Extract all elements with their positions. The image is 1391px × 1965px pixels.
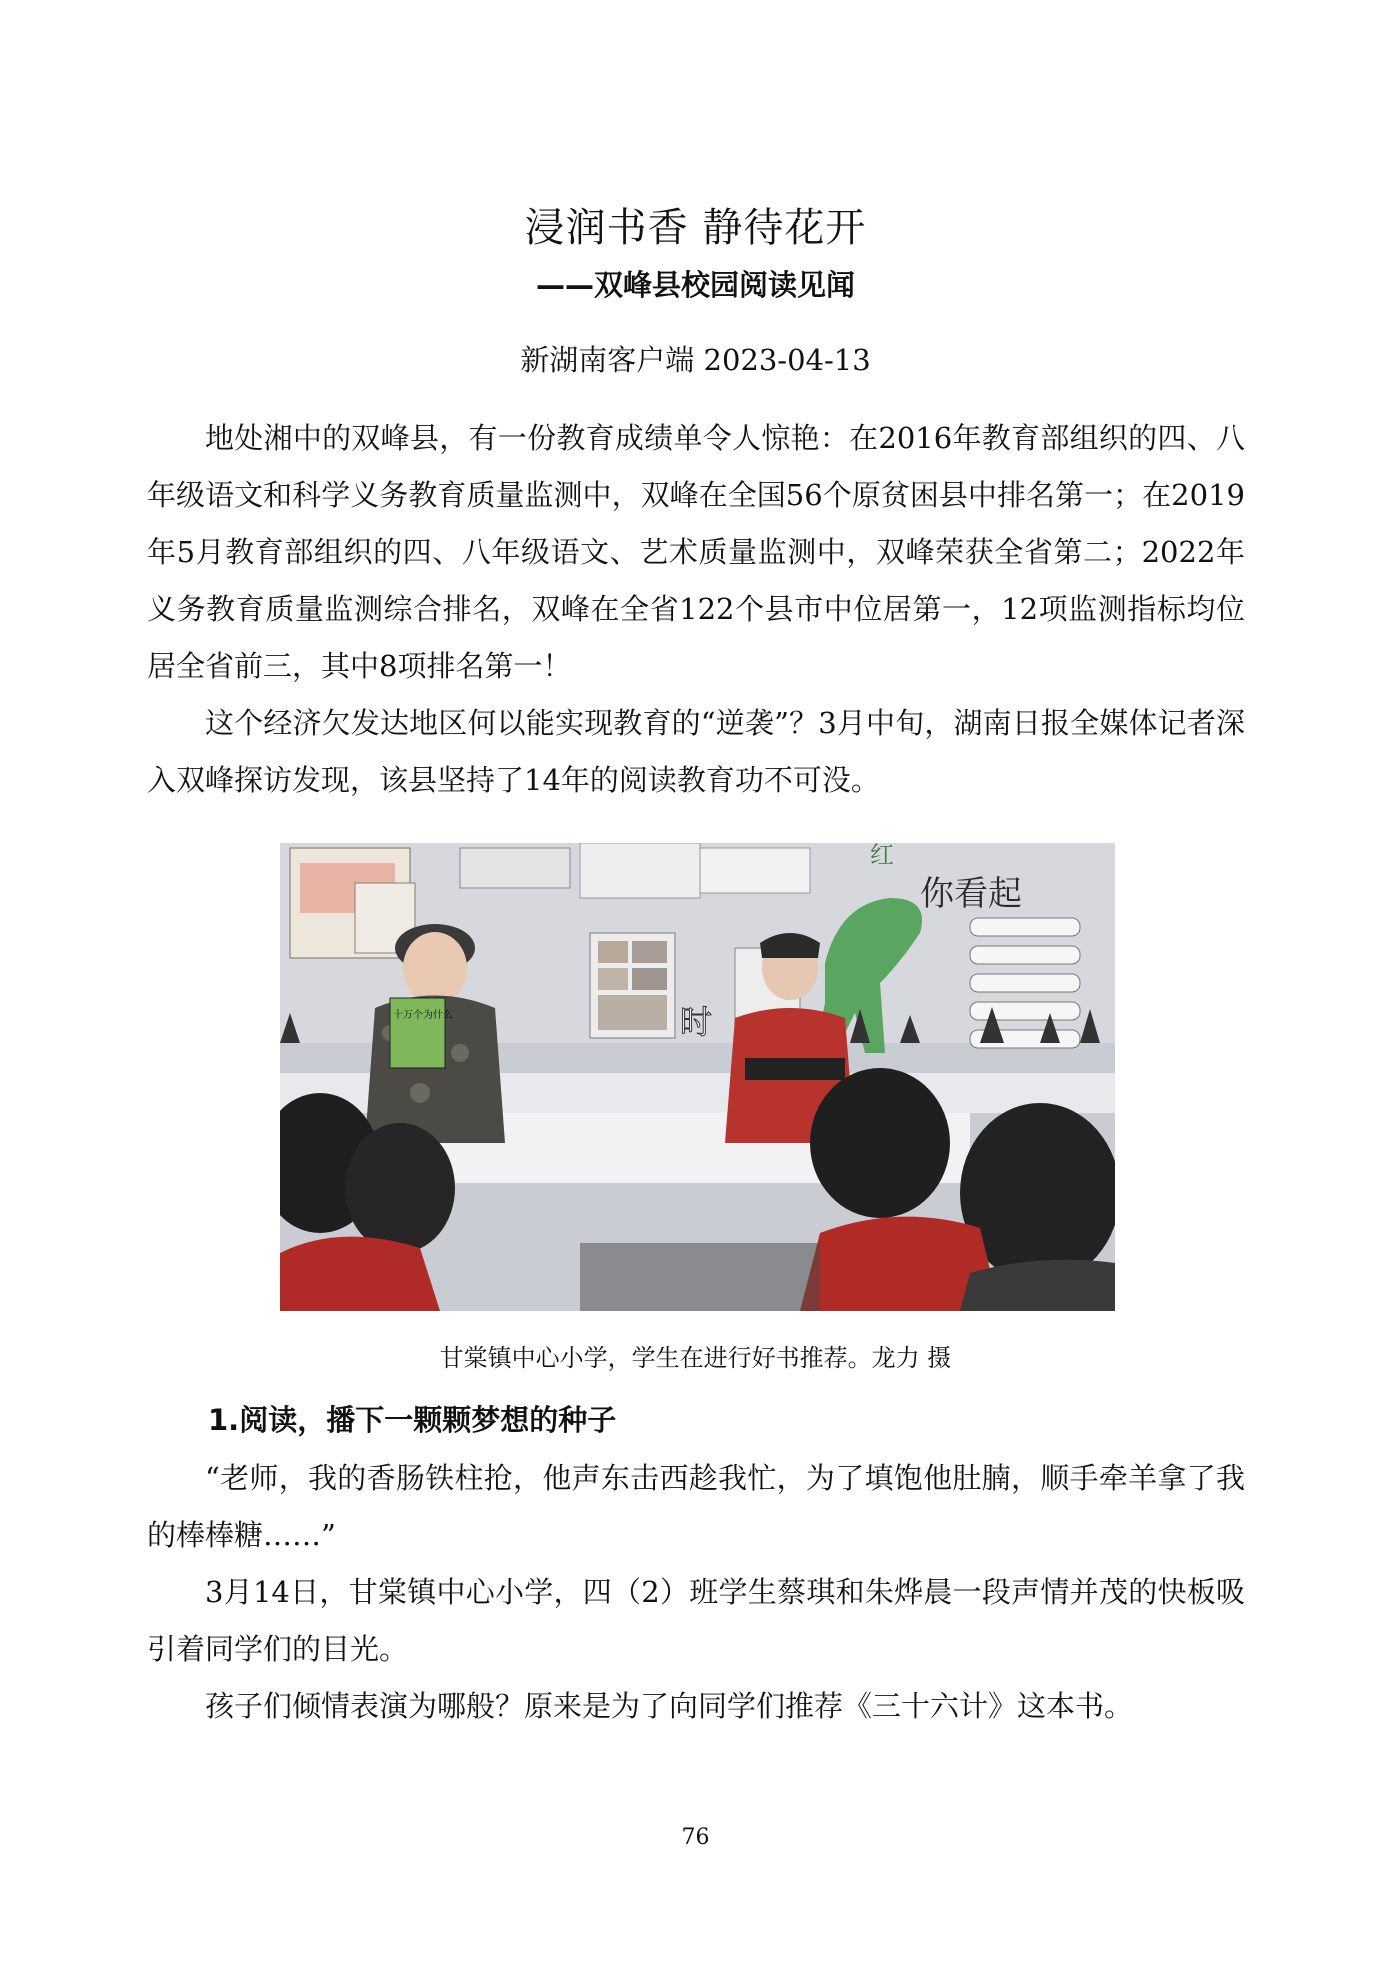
article-body-top (147, 410, 1245, 809)
board-text: 红 (870, 843, 894, 869)
paragraph: “老师，我的香肠铁柱抢，他声东击西趁我忙，为了填饱他肚腩，顺手牵羊拿了我的棒棒糖……” (147, 1461, 1245, 1552)
paragraph: 孩子们倾情表演为哪般？原来是为了向同学们推荐《三十六计》这本书。 (205, 1689, 1134, 1723)
paragraph: 地处湘中的双峰县，有一份教育成绩单令人惊艳：在2016年教育部组织的四、八年级语文和科学义务教育质量监测中，双峰在全国56个原贫困县中排名第一；在2019年5月教育部组织的四、八年级语文、艺术质量监测中，双峰荣获全省第二；2022年义务教育质量监测综合排名，双峰在全省122个县市中位居第一，12项监测指标均位居全省前三，其中8项排名第一！ (147, 421, 1245, 683)
paragraph: 这个经济欠发达地区何以能实现教育的“逆袭”？3月中旬，湖南日报全媒体记者深入双峰探访发现，该县坚持了14年的阅读教育功不可没。 (147, 706, 1245, 797)
article-subtitle: ——双峰县校园阅读见闻 (535, 268, 855, 302)
photo-caption: 甘棠镇中心小学，学生在进行好书推荐。龙力 摄 (439, 1344, 952, 1372)
article-title: 浸润书香 静待花开 (524, 205, 867, 251)
board-text: 时 (680, 1003, 713, 1041)
paragraph: 3月14日，甘棠镇中心小学，四（2）班学生蔡琪和朱烨晨一段声情并茂的快板吸引着同学们的目光。 (147, 1575, 1245, 1666)
classroom-photo (280, 843, 1115, 1311)
book-title-text: 十万个为什么 (393, 1010, 453, 1021)
board-text: 你看起 (920, 874, 1022, 914)
article-body-bottom (147, 1450, 1245, 1735)
section-heading: 1.阅读，播下一颗颗梦想的种子 (208, 1403, 617, 1437)
article-source: 新湖南客户端 2023-04-13 (520, 343, 871, 377)
page-number: 76 (681, 1825, 710, 1850)
